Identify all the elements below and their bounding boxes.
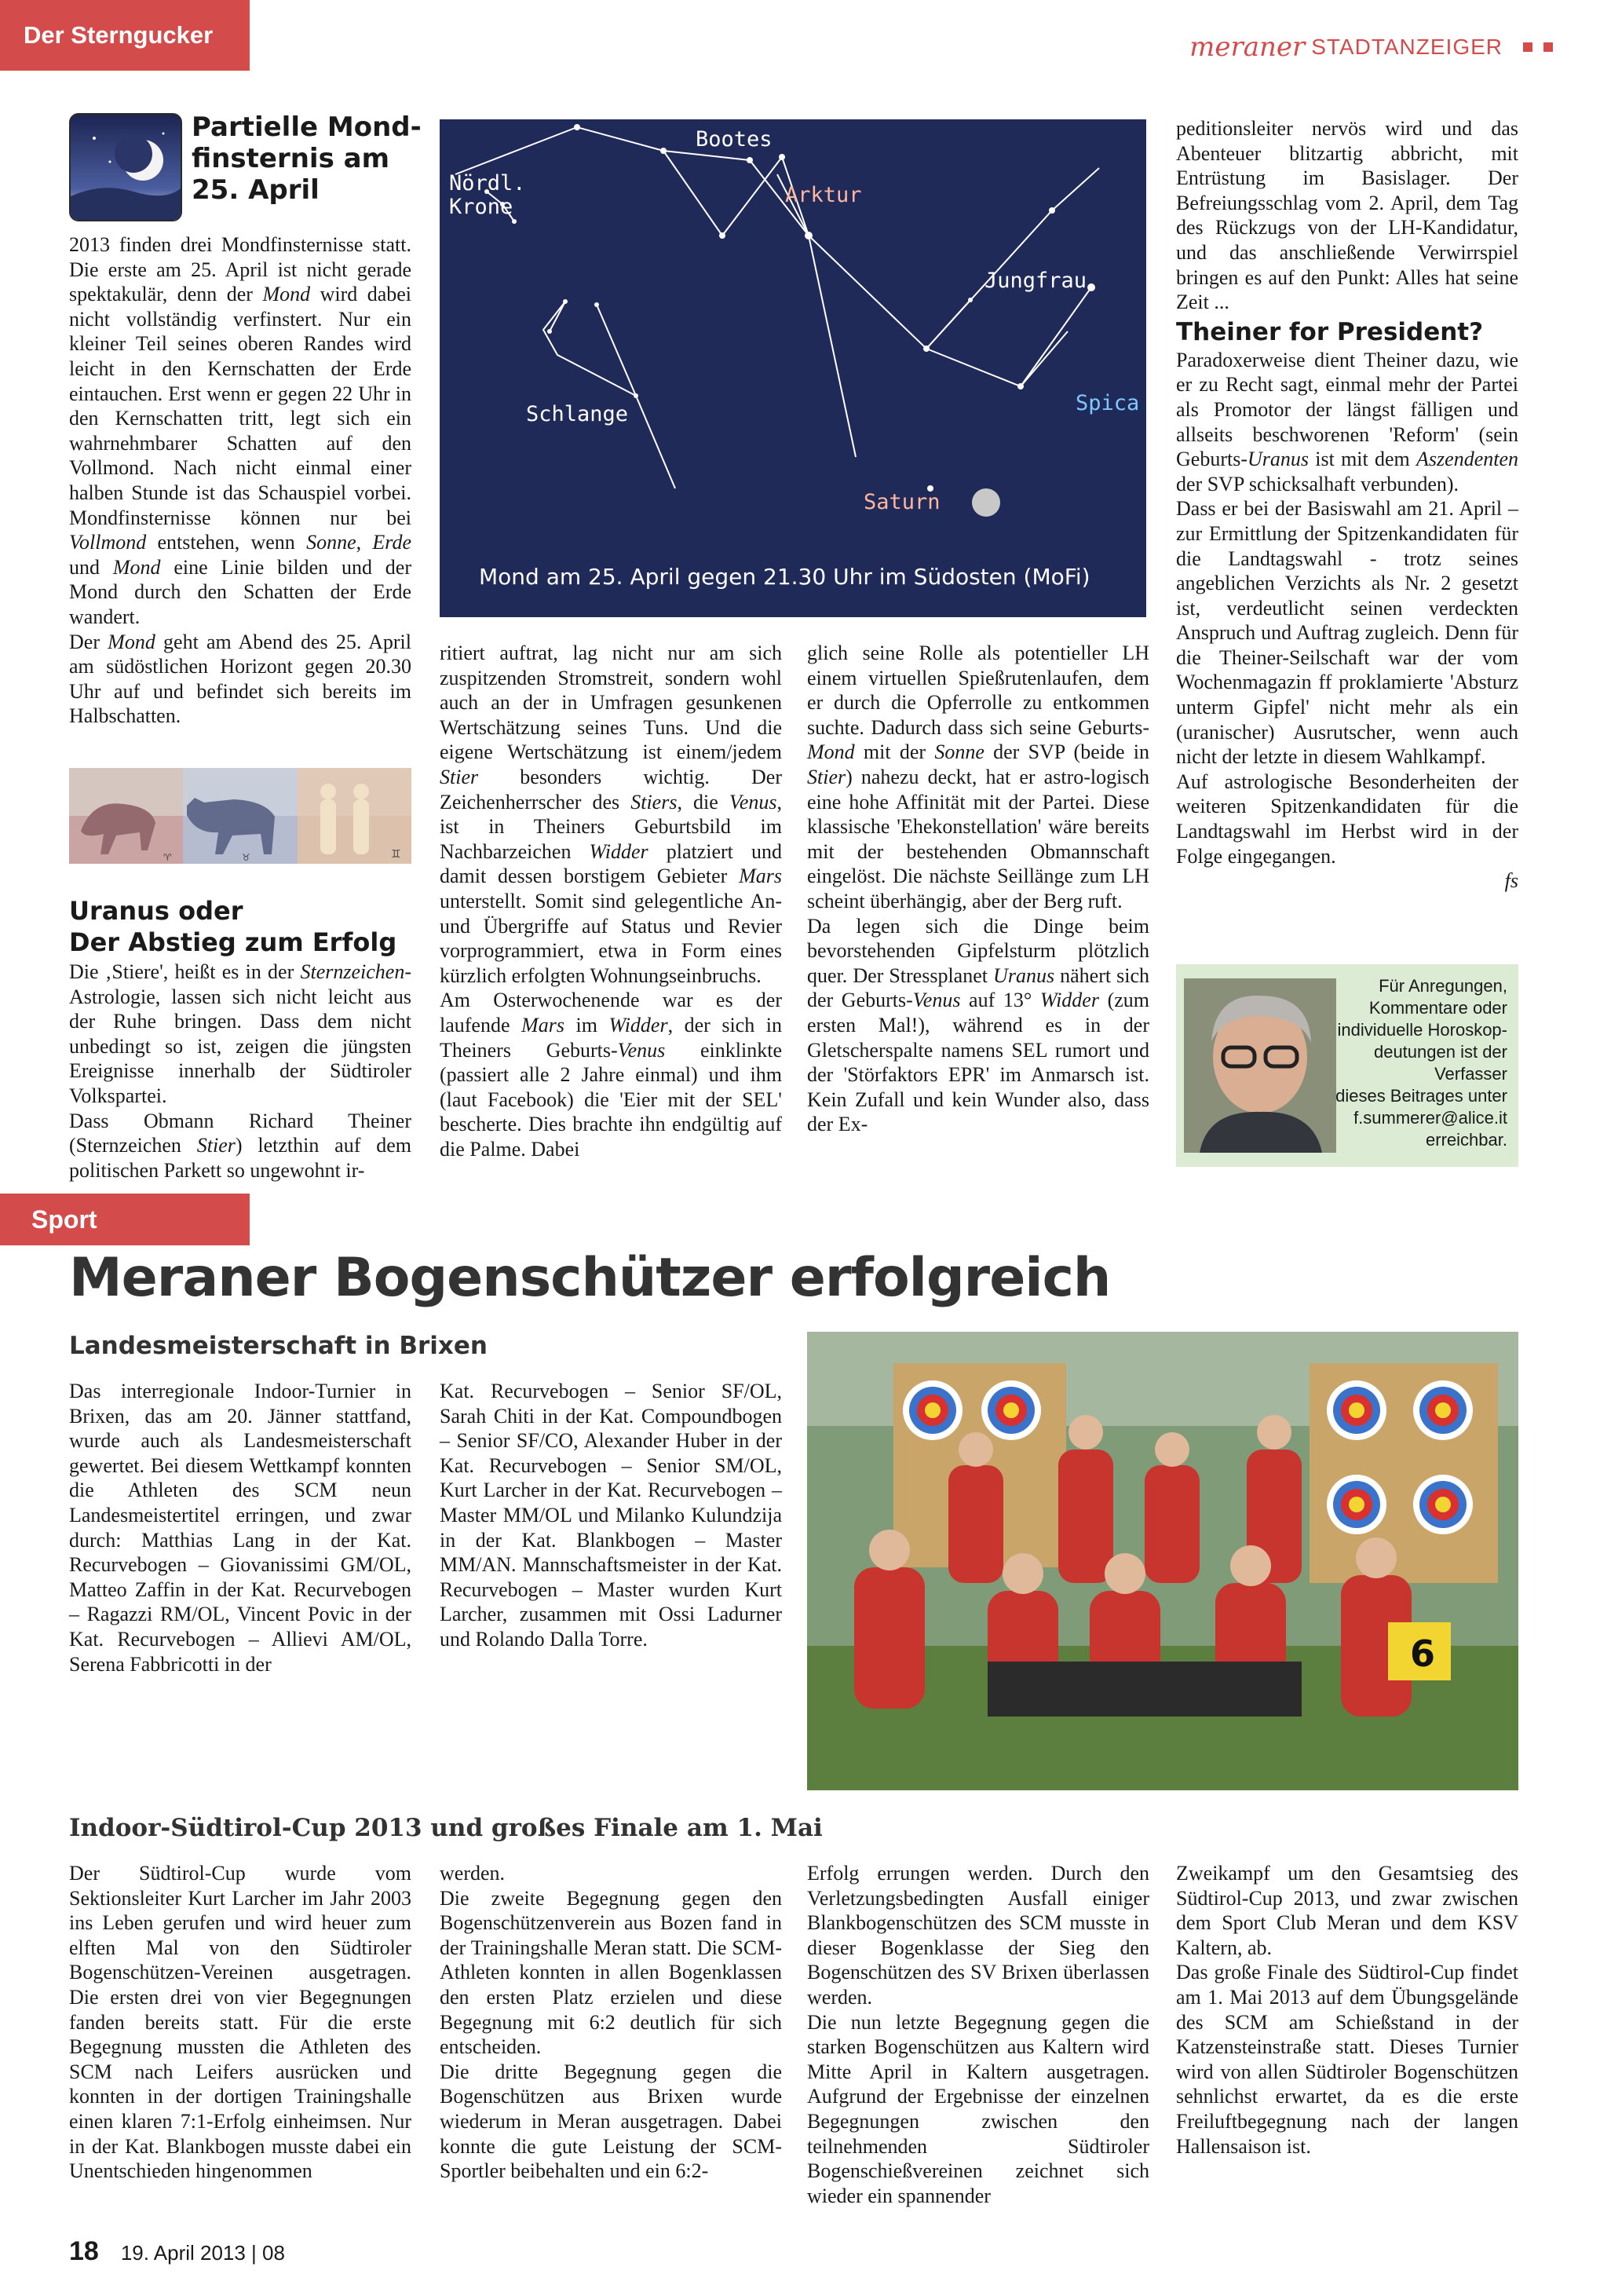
section-tag-label: Sport (31, 1205, 97, 1234)
star-chart (440, 119, 1146, 617)
moon-paragraph-1: 2013 finden drei Mondfinsternisse statt. Die erste am 25. April ist nicht gerade spektakulär, denn der Mond wird dabei nicht vollständig verfinstert. Nur ein kleiner Teil seines oberen Randes wird leicht in den Kernschatten der Erde eintauchen. Erst wenn er gegen 22 Uhr in den Kernschatten tritt, legt sich ein wahrnehmbarer Schatten auf den Vollmond. Nach nicht einmal einer halben Stunde ist das Schauspiel vorbei. Mondfinsternisse können nur bei Vollmond entstehen, wenn Sonne, Erde und Mond eine Linie bilden und der Mond durch den Schatten der Erde wandert. (69, 233, 411, 628)
label-schlange: Schlange (526, 402, 629, 426)
issue-date: 19. April 2013 | 08 (120, 2241, 285, 2265)
brand-caps: STADTANZEIGER (1311, 35, 1503, 59)
uranus-title-line-2: Der Abstieg zum Erfolg (69, 927, 397, 957)
label-krone-2: Krone (449, 195, 513, 219)
section-tag-sport (0, 1194, 250, 1245)
moon-article-title: Partielle Mondfinsternis am 25. April (192, 112, 422, 206)
label-spica: Spica (1076, 391, 1140, 415)
sport-col-1: Das interregionale Indoor-Turnier in Brixen, das am 20. Jänner stattfand, wurde auch als Landesmeisterschaft gewertet. Bei diesem Wettkampf konnten die Athleten des SCM neun Landesmeistertitel erringen, und zwar durch: Matthias Lang in der Kat. Recurvebogen – Giovanissimi GM/OL, Matteo Zaffin in der Kat. Recurvebogen – Ragazzi RM/OL, Vincent Povic in der Kat. Recurvebogen – Allievi AM/OL, Serena Fabbricotti in der (69, 1380, 411, 1676)
brand-square-icon (1543, 42, 1553, 52)
brand-script: meraner (1189, 31, 1306, 63)
moon-paragraph-2: Der Mond geht am Abend des 25. April am südöstlichen Horizont gegen 20.30 Uhr auf und befindet sich bereits im Halbschatten. (69, 630, 411, 728)
constellation-lines (455, 127, 1099, 488)
star-chart-svg (440, 119, 1146, 617)
uranus-col-2: ritiert auftrat, lag nicht nur am sich zuspitzenden Stromstreit, sondern wohl auch an der in Umfragen gesunkenen Wertschätzung seines Tuns. Und die eigene Wertschätzung ist einem/jedem Stier besonders wichtig. Der Zeichenherrscher des Stiers, die Venus, ist in Theiners Geburtsbild im Nachbarzeichen Widder platziert und damit dessen borstigem Gebieter Mars unterstellt. Somit sind gelegentliche An- und Übergriffe auf Status und Revier vorprogrammiert, etwa in Form eines kürzlich erfolgten Wohnungseinbruchs. Am Osterwochenende war es der laufende Mars im Widder, der sich in Theiners Geburts-Venus einklinkte (passiert alle 2 Jahre einmal) und ihm (laut Facebook) die 'Eier mit der SEL' bescherte. Dies brachte ihn endgültig auf die Palme. Dabei (440, 642, 782, 1161)
sport-subhead: Landesmeisterschaft in Brixen (69, 1332, 488, 1360)
moon-icon (69, 113, 182, 221)
page-footer (69, 2236, 285, 2267)
author-signature: fs (1504, 869, 1518, 893)
author-photo (1184, 978, 1336, 1153)
page-number: 18 (69, 2236, 99, 2266)
contact-text: Für Anregungen, Kommentare oder individuelle Horoskop- deutungen ist der Verfasser dieses Beitrages unter f.summerer@alice.it erreichbar. (1319, 975, 1507, 1151)
uranus-col-4: peditionsleiter nervös wird und das Abenteuer blitzartig abbricht, mit Entrüstung im Basislager. Der Befreiungsschlag vom 2. April, dem Tag des Rückzugs von der LH-Kandidatur, und das anschließende Verwirrspiel bringen es auf den Punkt: Alles hat seine Zeit ... Theiner for President? Paradoxerweise dient Theiner dazu, wie er zu Recht sagt, einmal mehr der Partei als Promotor der längst fälligen und allseits beschworenen 'Reform' (sein Geburts-Uranus ist mit dem Aszendenten der SVP schicksalhaft verbunden). Dass er bei der Basiswahl am 21. April – zur Ermittlung der Spitzenkandidaten für die Landtagswahl - trotz seines angeblichen Verzichts als Nr. 2 gesetzt ist, verdeutlicht seinen verdeckten Anspruch und Auftrag zugleich. Denn für die Theiner-Seilschaft war der vom Wochenmagazin ff proklamierte 'Absturz unterm Gipfel' nicht mehr als ein (uranischer) Ausrutscher, wenn auch nicht der letzte in diesem Wahlkampf. Auf astrologische Besonderheiten der weiteren Spitzenkandidaten für die Landtagswahl im Herbst wird in der Folge eingegangen. fs (1176, 117, 1518, 893)
author-contact-box (1176, 964, 1518, 1167)
sport-headline: Meraner Bogenschützer erfolgreich (69, 1247, 1111, 1309)
uranus-col-3: glich seine Rolle als potentieller LH einem virtuellen Spießrutenlaufen, dem er durch die Opferrolle zu entkommen suchte. Dadurch dass sich seine Geburts-Mond mit der Sonne der SVP (beide in Stier) nahezu deckt, hat er astro-logisch eine hohe Affinität mit der Partei. Diese klassische 'Ehekonstellation' wäre bereits mit der bestehenden Obmannschaft eingelöst. Die nächste Seillänge zum LH scheint überhängig, aber der Berg ruft. Da legen sich die Dinge beim bevorstehenden Gipfelsturm plötzlich quer. Der Stressplanet Uranus nähert sich der Geburts-Venus auf 13° Widder (zum ersten Mal!), während es in der Gletscherspalte namens SEL rumort und der 'Störfaktors EPR' im Anmarsch ist. Kein Zufall und kein Wunder also, dass der Ex- (807, 642, 1150, 1136)
brand-square-icon (1523, 42, 1532, 52)
moon-article-body (69, 232, 411, 729)
uranus-title-line-1: Uranus oder (69, 896, 243, 926)
archery-team-photo (807, 1332, 1518, 1790)
label-jungfrau: Jungfrau (984, 269, 1087, 293)
author-email-link[interactable]: f.summerer@alice.it (1353, 1108, 1507, 1128)
theiner-title: Theiner for President? (1176, 317, 1484, 346)
label-saturn: Saturn (864, 490, 941, 514)
uranus-title (69, 895, 430, 958)
svg-text:♉: ♉ (242, 852, 250, 863)
target-number: 6 (1410, 1632, 1436, 1675)
section-tag-sterngucker (0, 0, 250, 71)
svg-text:♊: ♊ (391, 848, 401, 861)
brand-logo (1189, 31, 1553, 63)
cup-col-2: werden. Die zweite Begegnung gegen den Bogenschützenverein aus Bozen fand in der Trainingshalle Meran statt. Die SCM-Athleten konnten in allen Bogenklassen den ersten Platz erzielen und diese Begegnung mit 6:2 deutlich für sich entscheiden. Die dritte Begegnung gegen die Bogenschützen aus Brixen wurde wiederum in Meran ausgetragen. Dabei konnte die gute Leistung der SCM-Sportler beibehalten und ein 6:2- (440, 1862, 782, 2183)
section-tag-label: Der Sterngucker (24, 21, 214, 49)
zodiac-strip-image (69, 768, 411, 864)
label-arktur: Arktur (785, 183, 862, 207)
uranus-col-1: Die ‚Stiere', heißt es in der Sternzeichen-Astrologie, lassen sich nicht leicht aus der Ruhe bringen. Dass dem nicht unbedingt so ist, zeigen die jüngsten Ereignisse innerhalb der Südtiroler Volkspartei. Dass Obmann Richard Theiner (Sternzeichen Stier) letzthin auf dem politischen Parkett so ungewohnt ir- (69, 960, 411, 1182)
moon-disc (972, 488, 1000, 517)
cup-col-3: Erfolg errungen werden. Durch den Verletzungsbedingten Ausfall einiger Blankbogenschützen des SCM musste in dieser Bogenklasse der Sieg den Bogenschützen des SV Brixen überlassen werden. Die nun letzte Begegnung gegen die starken Bogenschützen aus Kaltern wird Mitte April in Kaltern ausgetragen. Aufgrund der Ergebnisse der einzelnen Begegnungen zwischen den teilnehmenden Südtiroler Bogenschießvereinen zeichnet sich wieder ein spannender (807, 1862, 1149, 2207)
chart-caption: Mond am 25. April gegen 21.30 Uhr im Südosten (MoFi) (479, 564, 1090, 590)
cup-subhead: Indoor-Südtirol-Cup 2013 und großes Finale am 1. Mai (69, 1814, 823, 1842)
label-bootes: Bootes (696, 127, 773, 152)
sport-col-2: Kat. Recurvebogen – Senior SF/OL, Sarah Chiti in der Kat. Compoundbogen – Senior SF/CO, Alexander Huber in der Kat. Recurvebogen – Senior SM/OL, Kurt Larcher in der Kat. Recurvebogen – Master MM/OL und Milanko Kulundzija in der Kat. Blankbogen – Master MM/AN. Mannschaftsmeister in der Kat. Recurvebogen – Master wurden Kurt Larcher, zusammen mit Ossi Ladurner und Rolando Dalla Torre. (440, 1380, 782, 1651)
svg-text:♈: ♈ (163, 852, 172, 863)
cup-col-1: Der Südtirol-Cup wurde vom Sektionsleiter Kurt Larcher im Jahr 2003 ins Leben gerufen und wird heuer zum elften Mal von den Südtiroler Bogenschützen-Vereinen ausgetragen. Die ersten drei von vier Begegnungen fanden bereits statt. Für die erste Begegnung mussten die Athleten des SCM nach Leifers ausrücken und konnten in der dortigen Trainingshalle einen klaren 7:1-Erfolg einheimsen. Nur in der Kat. Blankbogen musste dabei ein Unentschieden hingenommen (69, 1862, 411, 2183)
cup-col-4: Zweikampf um den Gesamtsieg des Südtirol-Cup 2013, und zwar zwischen dem Sport Club Meran und dem KSV Kaltern, ab. Das große Finale des Südtirol-Cup findet am 1. Mai 2013 auf dem Übungsgelände des SCM am Schießstand in der Katzensteinstraße statt. Dieses Turnier wird von allen Südtiroler Bogenschützen sehnlichst erwartet, da es die erste Freiluftbegegnung nach der langen Hallensaison ist. (1176, 1862, 1518, 2158)
label-krone-1: Nördl. (449, 171, 526, 196)
